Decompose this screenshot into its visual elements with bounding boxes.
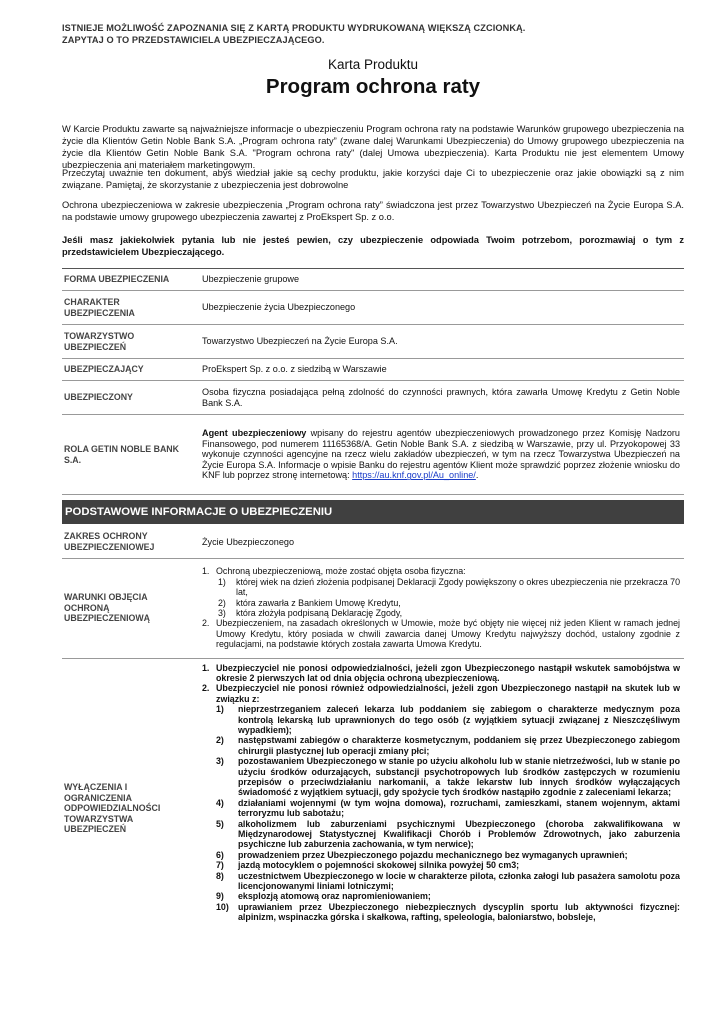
- document-subtitle: Karta Produktu: [327, 57, 419, 72]
- list-item: 4) działaniami wojennymi (w tym wojna domowa), rozruchami, zamieszkami, stanem wojennym, aktami terroryzmu lub sabotażu;: [216, 797, 680, 819]
- list-item: 5) alkoholizmem lub zaburzeniami psychicznymi Ubezpieczonego (choroba zakwalifikowana w Międzynarodowej Statystycznej Kwalifikacji Chorób i Problemów Zdrowotnych, jako zaburzenia psychiczne lub zaburzenia zachowania, w tym nerwice);: [216, 818, 680, 850]
- forma-label: FORMA UBEZPIECZENIA: [62, 269, 192, 291]
- charakter-label: CHARAKTER UBEZPIECZENIA: [62, 291, 192, 325]
- table-row: [62, 325, 684, 359]
- list-item: 1) której wiek na dzień złożenia podpisanej Deklaracji Zgody powiększony o okres ubezpieczenia nie przekracza 70 lat,: [218, 576, 680, 598]
- knf-link[interactable]: https://au.knf.gov.pl/Au_online/: [352, 470, 476, 481]
- towarzystwo-value: Towarzystwo Ubezpieczeń na Życie Europa S.A.: [192, 325, 684, 359]
- coverage-table: [62, 526, 684, 958]
- table-row: [62, 381, 684, 415]
- list-item: 6) prowadzeniem przez Ubezpieczonego pojazdu mechanicznego bez wymaganych uprawnień;: [216, 849, 628, 860]
- list-item: 1) nieprzestrzeganiem zaleceń lekarza lub poddaniem się zabiegom o charakterze medycznym poza kontrolą lekarską lub uprawnionych do tego osób (z wyjątkiem sytuacji związanej z Nieszczęśliwym wypadkiem);: [216, 704, 680, 735]
- warunki-value: [192, 558, 684, 658]
- list-item: 2. Ubezpieczyciel nie ponosi również odpowiedzialności, jeżeli zgon Ubezpieczonego nastąpił na skutek lub w związku z:: [202, 683, 680, 704]
- table-row: [62, 558, 684, 658]
- list-item: 8) uczestnictwem Ubezpieczonego w locie w charakterze pilota, członka załogi lub pasażera samolotu poza licencjonowanymi liniami lotniczymi;: [216, 870, 680, 892]
- wylaczenia-label: WYŁĄCZENIA I OGRANICZENIA ODPOWIEDZIALNOŚCI TOWARZYSTWA UBEZPIECZEŃ: [64, 782, 161, 834]
- list-item: 3) pozostawaniem Ubezpieczonego w stanie po użyciu alkoholu lub w stanie nietrzeźwości, lub w stanie po użyciu środków odurzających, substancji psychotropowych lub środków zastępczych w rozumieniu przepisów o przeciwdziałaniu narkomanii, a także lekarstw lub innych środków wyłączających świadomość z wyjątkiem sytuacji, gdy spożycie tych środków nastąpiło zgodnie z zaleceniami lekarza;: [216, 756, 680, 798]
- table-row: [62, 291, 684, 325]
- basic-data-table: [62, 268, 684, 495]
- wylaczenia-value: [192, 658, 684, 958]
- forma-value: Ubezpieczenie grupowe: [192, 269, 684, 291]
- list-item: 3) która złożyła podpisaną Deklarację Zgody,: [218, 608, 403, 618]
- warunki-label: WARUNKI OBJĘCIA OCHRONĄ UBEZPIECZENIOWĄ: [62, 558, 192, 658]
- list-item: 1. Ochroną ubezpieczeniową, może zostać objęta osoba fizyczna:: [202, 566, 466, 577]
- rola-text: wpisany do rejestru agentów ubezpieczeniowych prowadzonego przez Komisję Nadzoru Finansowego, pod numerem 11165368/A. Getin Noble Bank S.A. z siedzibą w Warszawie, przy ul. Przyokopowej 33 wykonuje czynności agencyjne na rzecz wielu zakładów ubezpieczeń, w tym na rzecz Towarzystwa Ubezpieczeń na Życie Europa S.A. Informacje o wpisie Banku do rejestru agentów Klient może sprawdzić poprzez złożenie wniosku do KNF lub poprzez stronę internetową:: [202, 428, 680, 481]
- ubezpieczajacy-label: UBEZPIECZAJĄCY: [62, 359, 192, 381]
- questions-paragraph: Jeśli masz jakiekolwiek pytania lub nie jesteś pewien, czy ubezpieczenie odpowiada Twoim potrzebom, porozmawiaj o tym z przedstawicielem Ubezpieczającego.: [62, 235, 684, 258]
- ubezpieczony-label: UBEZPIECZONY: [62, 381, 192, 415]
- ubezpieczony-value: Osoba fizyczna posiadająca pełną zdolność do czynności prawnych, która zawarła Umowę Kredytu z Getin Noble Bank S.A.: [192, 381, 684, 415]
- notice-line-2: ZAPYTAJ O TO PRZEDSTAWICIELA UBEZPIECZAJĄCEGO.: [62, 35, 325, 45]
- charakter-value: Ubezpieczenie życia Ubezpieczonego: [192, 291, 684, 325]
- read-carefully-paragraph: Przeczytaj uważnie ten dokument, abyś wiedział jakie są cechy produktu, jakie korzyści daje Ci to ubezpieczenie oraz jakie obowiązki są z nim związane. Pamiętaj, że skorzystanie z ubezpieczenia jest dobrowolne: [62, 168, 684, 191]
- insurer-paragraph: Ochrona ubezpieczeniowa w zakresie ubezpieczenia „Program ochrona raty” świadczona jest przez Towarzystwo Ubezpieczeń na Życie Europa S.A. na podstawie umowy grupowego ubezpieczenia zawartej z ProEkspert Sp. z o.o.: [62, 200, 684, 223]
- list-item: 2) następstwami zabiegów o charakterze kosmetycznym, poddaniem się przez Ubezpieczonego zabiegom chirurgii plastycznej lub operacji zmiany płci;: [216, 735, 680, 756]
- list-item: 2. Ubezpieczeniem, na zasadach określonych w Umowie, może być objęty nie więcej niż jeden Klient w ramach jednej Umowy Kredytu, który posiada w chwili zawarcia danej Umowy Kredytu najwyższy dochód, ustalony zgodnie z regulacjami, na podstawie których została zawarta Umowa Kredytu.: [202, 618, 680, 650]
- intro-paragraph: W Karcie Produktu zawarte są najważniejsze informacje o ubezpieczeniu Program ochrona raty na podstawie Warunków grupowego ubezpieczenia na życie dla Klientów Getin Noble Bank S.A. „Program ochrona raty” (zwane dalej Warunkami Ubezpieczenia) do Umowy grupowego ubezpieczenia na życie dla Klientów Getin Noble Bank S.A. "Program ochrona raty" (dalej Umowa ubezpieczenia). Karta Produktu nie jest elementem Umowy ubezpieczenia ani materiałem marketingowym.: [62, 124, 684, 171]
- table-row: [62, 415, 684, 495]
- ubezpieczajacy-value: ProEkspert Sp. z o.o. z siedzibą w Warszawie: [192, 359, 684, 381]
- notice-line-1: ISTNIEJE MOŻLIWOŚĆ ZAPOZNANIA SIĘ Z KARTĄ PRODUKTU WYDRUKOWANĄ WIĘKSZĄ CZCIONKĄ.: [62, 23, 526, 33]
- rola-bold: Agent ubezpieczeniowy: [202, 428, 307, 439]
- table-row: [62, 359, 684, 381]
- zakres-label: ZAKRES OCHRONY UBEZPIECZENIOWEJ: [62, 526, 192, 558]
- row-divider: [62, 658, 684, 659]
- list-item: 9) eksplozją atomową oraz napromieniowaniem;: [216, 891, 431, 902]
- list-item: 7) jazdą motocyklem o pojemności skokowej silnika powyżej 50 cm3;: [216, 860, 520, 871]
- list-item: 10) uprawianiem przez Ubezpieczonego niebezpiecznych dyscyplin sportu lub aktywności fizycznej: alpinizm, wspinaczka górska i skałkowa, rafting, speleologia, baloniarstwo, bobsleje,: [216, 901, 680, 923]
- table-row: [62, 658, 684, 958]
- table-row: [62, 526, 684, 558]
- list-item: 2) która zawarła z Bankiem Umowę Kredytu,: [218, 597, 401, 608]
- rola-end: .: [475, 470, 479, 481]
- rola-value: [192, 415, 684, 495]
- section-header: PODSTAWOWE INFORMACJE O UBEZPIECZENIU: [62, 500, 684, 524]
- list-item: 1. Ubezpieczyciel nie ponosi odpowiedzialności, jeżeli zgon Ubezpieczonego nastąpił wskutek samobójstwa w okresie 2 pierwszych lat od dnia objęcia ochroną ubezpieczeniową.: [202, 662, 680, 683]
- towarzystwo-label: TOWARZYSTWO UBEZPIECZEŃ: [62, 325, 192, 359]
- rola-label: ROLA GETIN NOBLE BANK S.A.: [62, 415, 192, 495]
- table-row: [62, 269, 684, 291]
- large-print-notice: [62, 22, 525, 46]
- zakres-value: Życie Ubezpieczonego: [192, 526, 684, 558]
- document-title: Program ochrona raty: [265, 75, 481, 98]
